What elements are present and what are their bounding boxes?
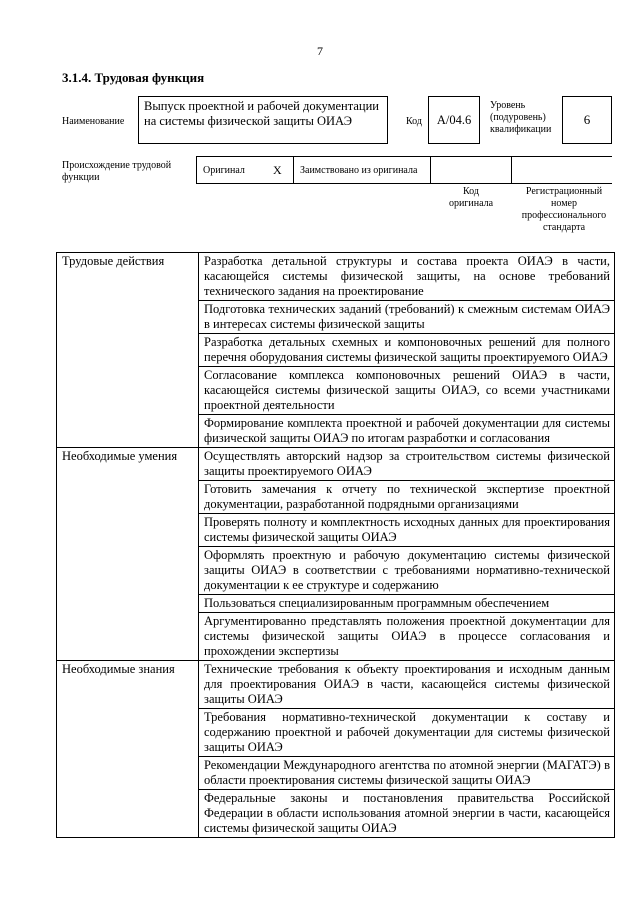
code-value: A/04.6 [428,96,480,144]
code-original-label: Код оригинала [448,186,494,209]
item-cell: Пользоваться специализированным программным обеспечением [199,595,615,613]
item-cell: Технические требования к объекту проектирования и исходным данным для проектирования ОИАЭ в части, касающейся системы физической защиты ОИАЭ [199,661,615,709]
level-value: 6 [562,96,612,144]
original-label: Оригинал [203,164,245,176]
item-cell: Готовить замечания к отчету по технической экспертизе проектной документации, разработанной подрядными организациями [199,481,615,514]
item-cell: Формирование комплекта проектной и рабочей документации для системы физической защиты ОИАЭ по итогам разработки и согласования [199,415,615,448]
item-cell: Требования нормативно-технической документации к составу и содержанию проектной и рабочей документации для системы физической защиты ОИАЭ [199,709,615,757]
item-cell: Оформлять проектную и рабочую документацию системы физической защиты ОИАЭ в соответствии с требованиями нормативно-технической документации к ее структуре и содержанию [199,547,615,595]
page-number: 7 [317,44,323,58]
category-cell: Трудовые действия [57,253,199,448]
table-row [57,253,615,301]
reg-number-label: Регистрационный номер профессионального стандарта [521,186,607,233]
item-cell: Осуществлять авторский надзор за строительством системы физической защиты проектируемого ОИАЭ [199,448,615,481]
item-cell: Проверять полноту и комплектность исходных данных для проектирования системы физической защиты ОИАЭ [199,514,615,547]
borrowed-label: Заимствовано из оригинала [300,164,418,176]
original-mark: X [273,162,282,177]
item-cell: Федеральные законы и постановления правительства Российской Федерации в области использования атомной энергии в части, касающейся системы физической защиты ОИАЭ [199,790,615,838]
item-cell: Разработка детальной структуры и состава проекта ОИАЭ в части, касающейся системы физической защиты, на основе требований технического задания на проектирование [199,253,615,301]
category-cell: Необходимые знания [57,661,199,838]
name-label: Наименование [62,116,125,127]
table-row [57,448,615,481]
origin-label: Происхождение трудовой функции [62,160,172,183]
item-cell: Согласование комплекса компоновочных решений ОИАЭ в части, касающейся системы физической защиты ОИАЭ, со всеми участниками проектной деятельности [199,367,615,415]
table-row [57,661,615,709]
category-cell: Необходимые умения [57,448,199,661]
level-label: Уровень (подуровень) квалификации [490,100,552,135]
section-title: 3.1.4. Трудовая функция [62,70,205,85]
function-details-table [56,252,615,838]
origin-row [196,156,612,184]
item-cell: Подготовка технических заданий (требований) к смежным системам ОИАЭ в интересах системы физической защиты [199,301,615,334]
code-label: Код [406,116,422,127]
function-name-value: Выпуск проектной и рабочей документации на системы физической защиты ОИАЭ [138,96,388,144]
item-cell: Аргументированно представлять положения проектной документации для системы физической защиты ОИАЭ в процессе согласования и прохождении экспертизы [199,613,615,661]
item-cell: Разработка детальных схемных и компоновочных решений для полного перечня оборудования системы физической защиты проектируемого ОИАЭ [199,334,615,367]
item-cell: Рекомендации Международного агентства по атомной энергии (МАГАТЭ) в области проектирования системы физической защиты ОИАЭ [199,757,615,790]
